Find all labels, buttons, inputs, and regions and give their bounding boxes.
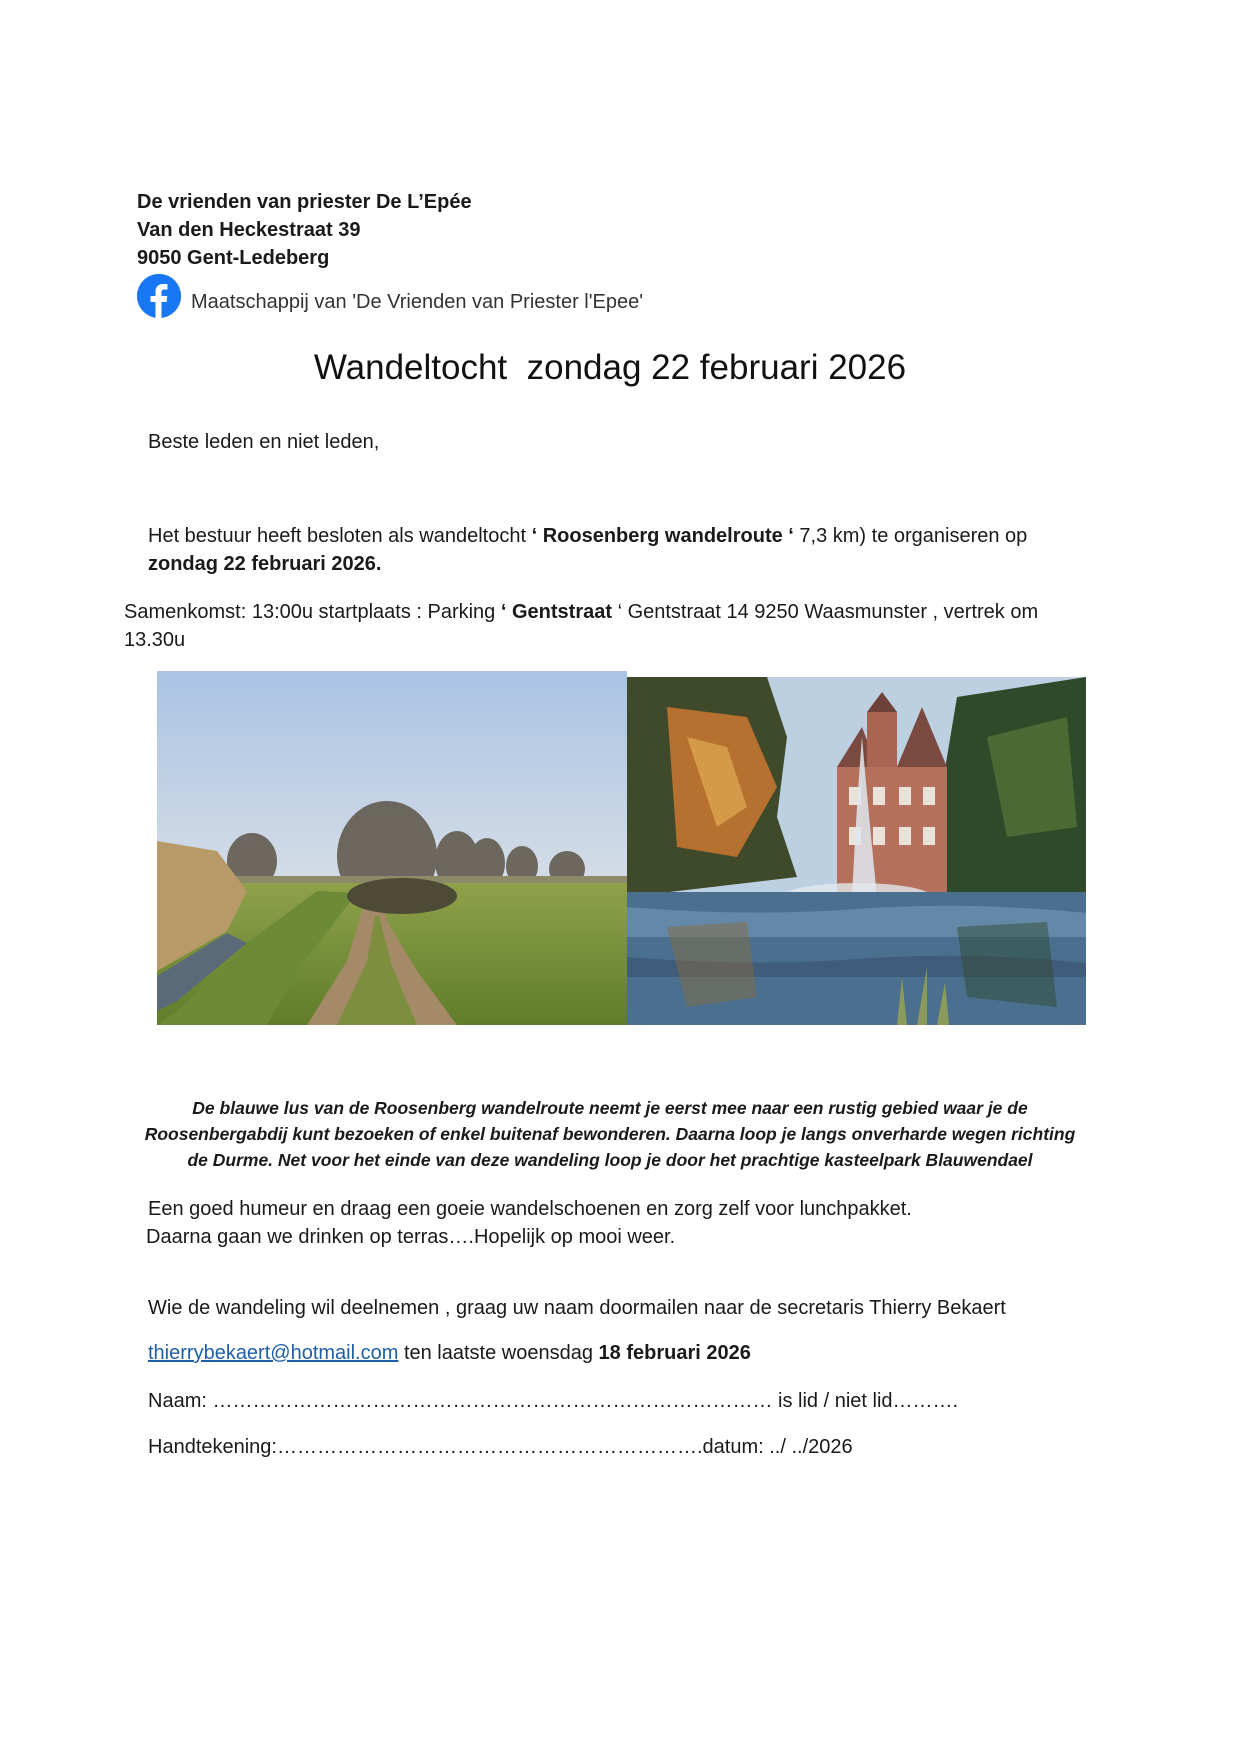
registration-deadline: [148, 1339, 751, 1367]
advice-line-1: Een goed humeur en draag een goeie wandelschoenen en zorg zelf voor lunchpakket.: [148, 1198, 912, 1220]
meeting-time: 13.30u: [124, 629, 186, 651]
route-description: [110, 1095, 1110, 1173]
meeting-parking: ‘ Gentstraat: [500, 601, 613, 623]
greeting: Beste leden en niet leden,: [148, 431, 380, 453]
signature-field-line: Handtekening:……………………………………………………….datum: ../ ../2026: [148, 1436, 853, 1458]
sender-name: De vrienden van priester De L’Epée: [137, 191, 472, 213]
route-name: ‘ Roosenberg wandelroute ‘: [531, 525, 794, 547]
description-line: de Durme. Net voor het einde van deze wandeling loop je door het prachtige kasteelpark Blauwendael: [187, 1150, 1033, 1170]
deadline-date: 18 februari 2026: [598, 1342, 751, 1364]
landscape-photo: [157, 671, 627, 1025]
advice-line-2: Daarna gaan we drinken op terras….Hopelijk op mooi weer.: [146, 1226, 676, 1248]
announcement-text: Het bestuur heeft besloten als wandeltocht: [148, 525, 532, 547]
announcement-date: zondag 22 februari 2026.: [148, 553, 382, 575]
deadline-prefix: ten laatste woensdag: [398, 1342, 599, 1364]
email-link[interactable]: thierrybekaert@hotmail.com: [148, 1342, 399, 1364]
description-line: De blauwe lus van de Roosenberg wandelroute neemt je eerst mee naar een rustig gebied waar je de: [192, 1098, 1028, 1118]
announcement-text-2: 7,3 km) te organiseren op: [793, 525, 1028, 547]
sender-city: 9050 Gent-Ledeberg: [137, 247, 330, 269]
registration-text: Wie de wandeling wil deelnemen , graag uw naam doormailen naar de secretaris Thierry Bekaert: [148, 1297, 1006, 1319]
meeting-address: ‘ Gentstraat 14 9250 Waasmunster , vertrek om: [612, 601, 1039, 623]
facebook-icon: [137, 274, 181, 318]
castle-photo: [627, 677, 1086, 1025]
facebook-reference: [137, 274, 643, 318]
facebook-page-name: Maatschappij van 'De Vrienden van Priester l'Epee': [191, 291, 644, 313]
sender-address: [137, 188, 472, 272]
announcement-line-1: [148, 522, 1027, 550]
description-line: Roosenbergabdij kunt bezoeken of enkel buitenaf bewonderen. Daarna loop je langs onverharde wegen richting: [144, 1124, 1076, 1144]
sender-street: Van den Heckestraat 39: [137, 219, 361, 241]
name-field-line: Naam: ………………………………………………………………………… is lid / niet lid……….: [148, 1390, 959, 1412]
meeting-line-1: [124, 598, 1038, 626]
meeting-text: Samenkomst: 13:00u startplaats : Parking: [124, 601, 501, 623]
page-title: Wandeltocht zondag 22 februari 2026: [313, 348, 907, 387]
